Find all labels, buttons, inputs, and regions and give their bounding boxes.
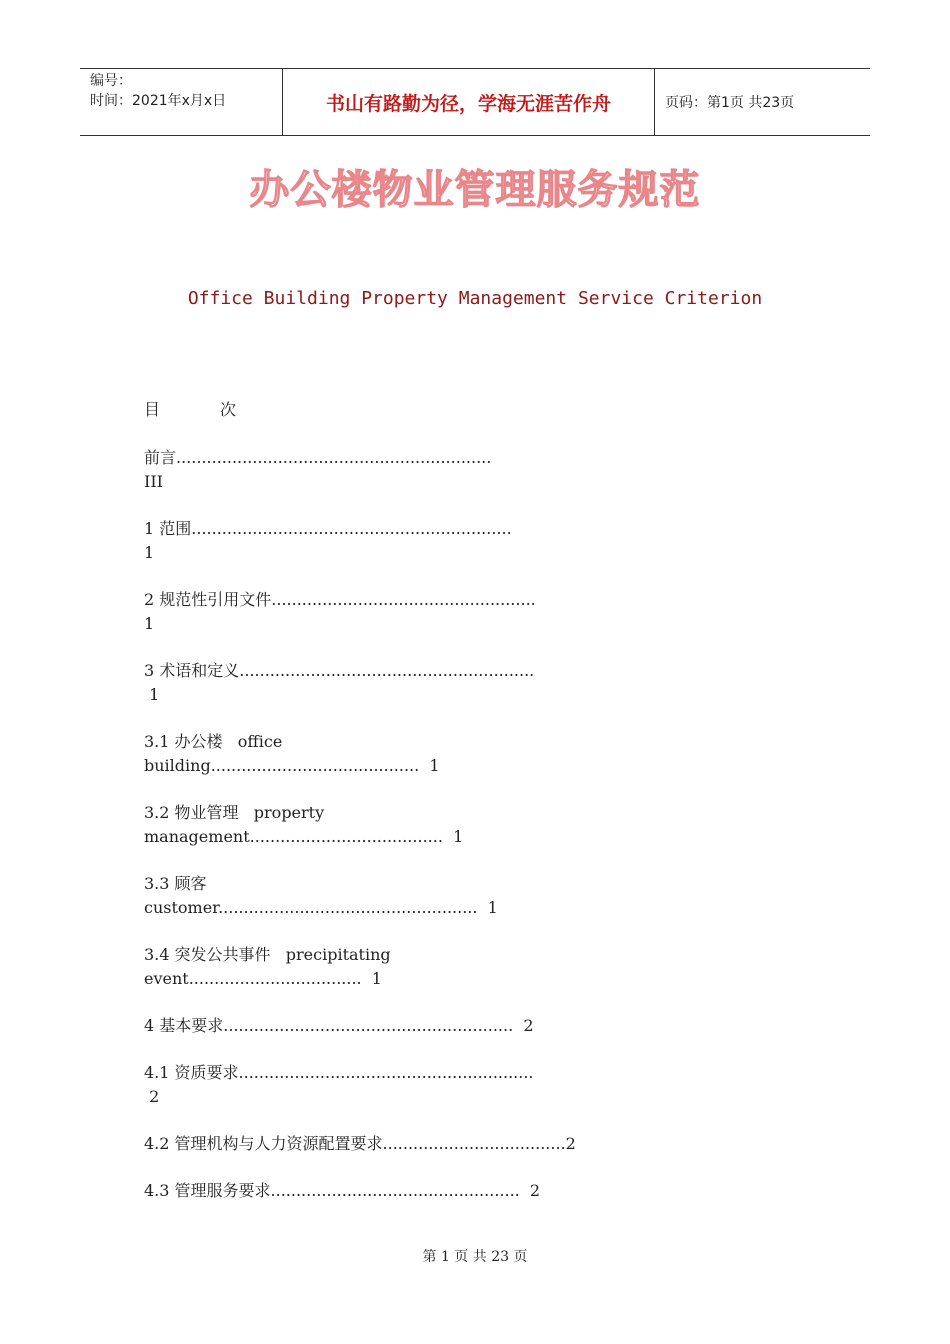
toc-entry-line1: 3.2 物业管理 property xyxy=(144,803,325,822)
toc-entry[interactable] xyxy=(144,730,824,778)
document-subtitle: Office Building Property Management Service Criterion xyxy=(187,288,763,309)
toc-entry[interactable] xyxy=(144,517,824,565)
toc-entry[interactable] xyxy=(144,943,824,991)
header-motto: 书山有路勤为径，学海无涯苦作舟 xyxy=(282,69,655,135)
toc-heading-right: 次 xyxy=(220,400,237,419)
toc-entry-line2: III xyxy=(144,472,163,491)
toc-entry-line2: 1 xyxy=(144,543,155,562)
toc-entry[interactable] xyxy=(144,1014,824,1038)
toc-entry[interactable] xyxy=(144,659,824,707)
time-label: 时间：2021年x月x日 xyxy=(90,93,227,109)
toc-entry[interactable] xyxy=(144,446,824,494)
toc-entry-line1: 3.3 顾客 xyxy=(144,874,207,893)
toc-entry[interactable] xyxy=(144,588,824,636)
toc-entry-line2: 1 xyxy=(144,614,155,633)
toc-entry-line2: building......................................... 1 xyxy=(144,756,440,775)
toc-entry[interactable] xyxy=(144,1179,824,1203)
toc-entry[interactable] xyxy=(144,872,824,920)
toc-heading xyxy=(144,398,824,422)
table-of-contents xyxy=(144,398,824,1226)
page-header xyxy=(80,68,870,136)
toc-entry-line1: 2 规范性引用文件.................................................... xyxy=(144,590,536,609)
header-meta xyxy=(80,69,282,135)
toc-entry[interactable] xyxy=(144,1061,824,1109)
toc-entry-line2: 2 xyxy=(144,1087,160,1106)
header-page-info: 页码：第1页 共23页 xyxy=(665,95,795,111)
toc-entry-line1: 4 基本要求......................................................... 2 xyxy=(144,1016,534,1035)
toc-entry-line1: 3.1 办公楼 office xyxy=(144,732,283,751)
toc-entry-line1: 1 范围............................................................... xyxy=(144,519,512,538)
toc-entry-line1: 前言.............................................................. xyxy=(144,448,492,467)
document-title: 办公楼物业管理服务规范 xyxy=(249,167,701,213)
number-label: 编号： xyxy=(90,73,132,89)
toc-entry[interactable] xyxy=(144,801,824,849)
toc-entry-line1: 4.3 管理服务要求................................................. 2 xyxy=(144,1181,541,1200)
toc-entry-line1: 4.2 管理机构与人力资源配置要求....................................2 xyxy=(144,1134,576,1153)
toc-entry-line2: event.................................. 1 xyxy=(144,969,382,988)
toc-entry-line2: 1 xyxy=(144,685,160,704)
toc-entry-line2: management...................................... 1 xyxy=(144,827,464,846)
toc-heading-left: 目 xyxy=(144,400,161,419)
toc-entry-line2: customer................................................... 1 xyxy=(144,898,498,917)
toc-entry-line1: 3.4 突发公共事件 precipitating xyxy=(144,945,391,964)
toc-entry-line1: 4.1 资质要求.......................................................... xyxy=(144,1063,534,1082)
toc-entry-line1: 3 术语和定义.......................................................... xyxy=(144,661,535,680)
toc-entry[interactable] xyxy=(144,1132,824,1156)
page-footer: 第 1 页 共 23 页 xyxy=(422,1249,528,1265)
